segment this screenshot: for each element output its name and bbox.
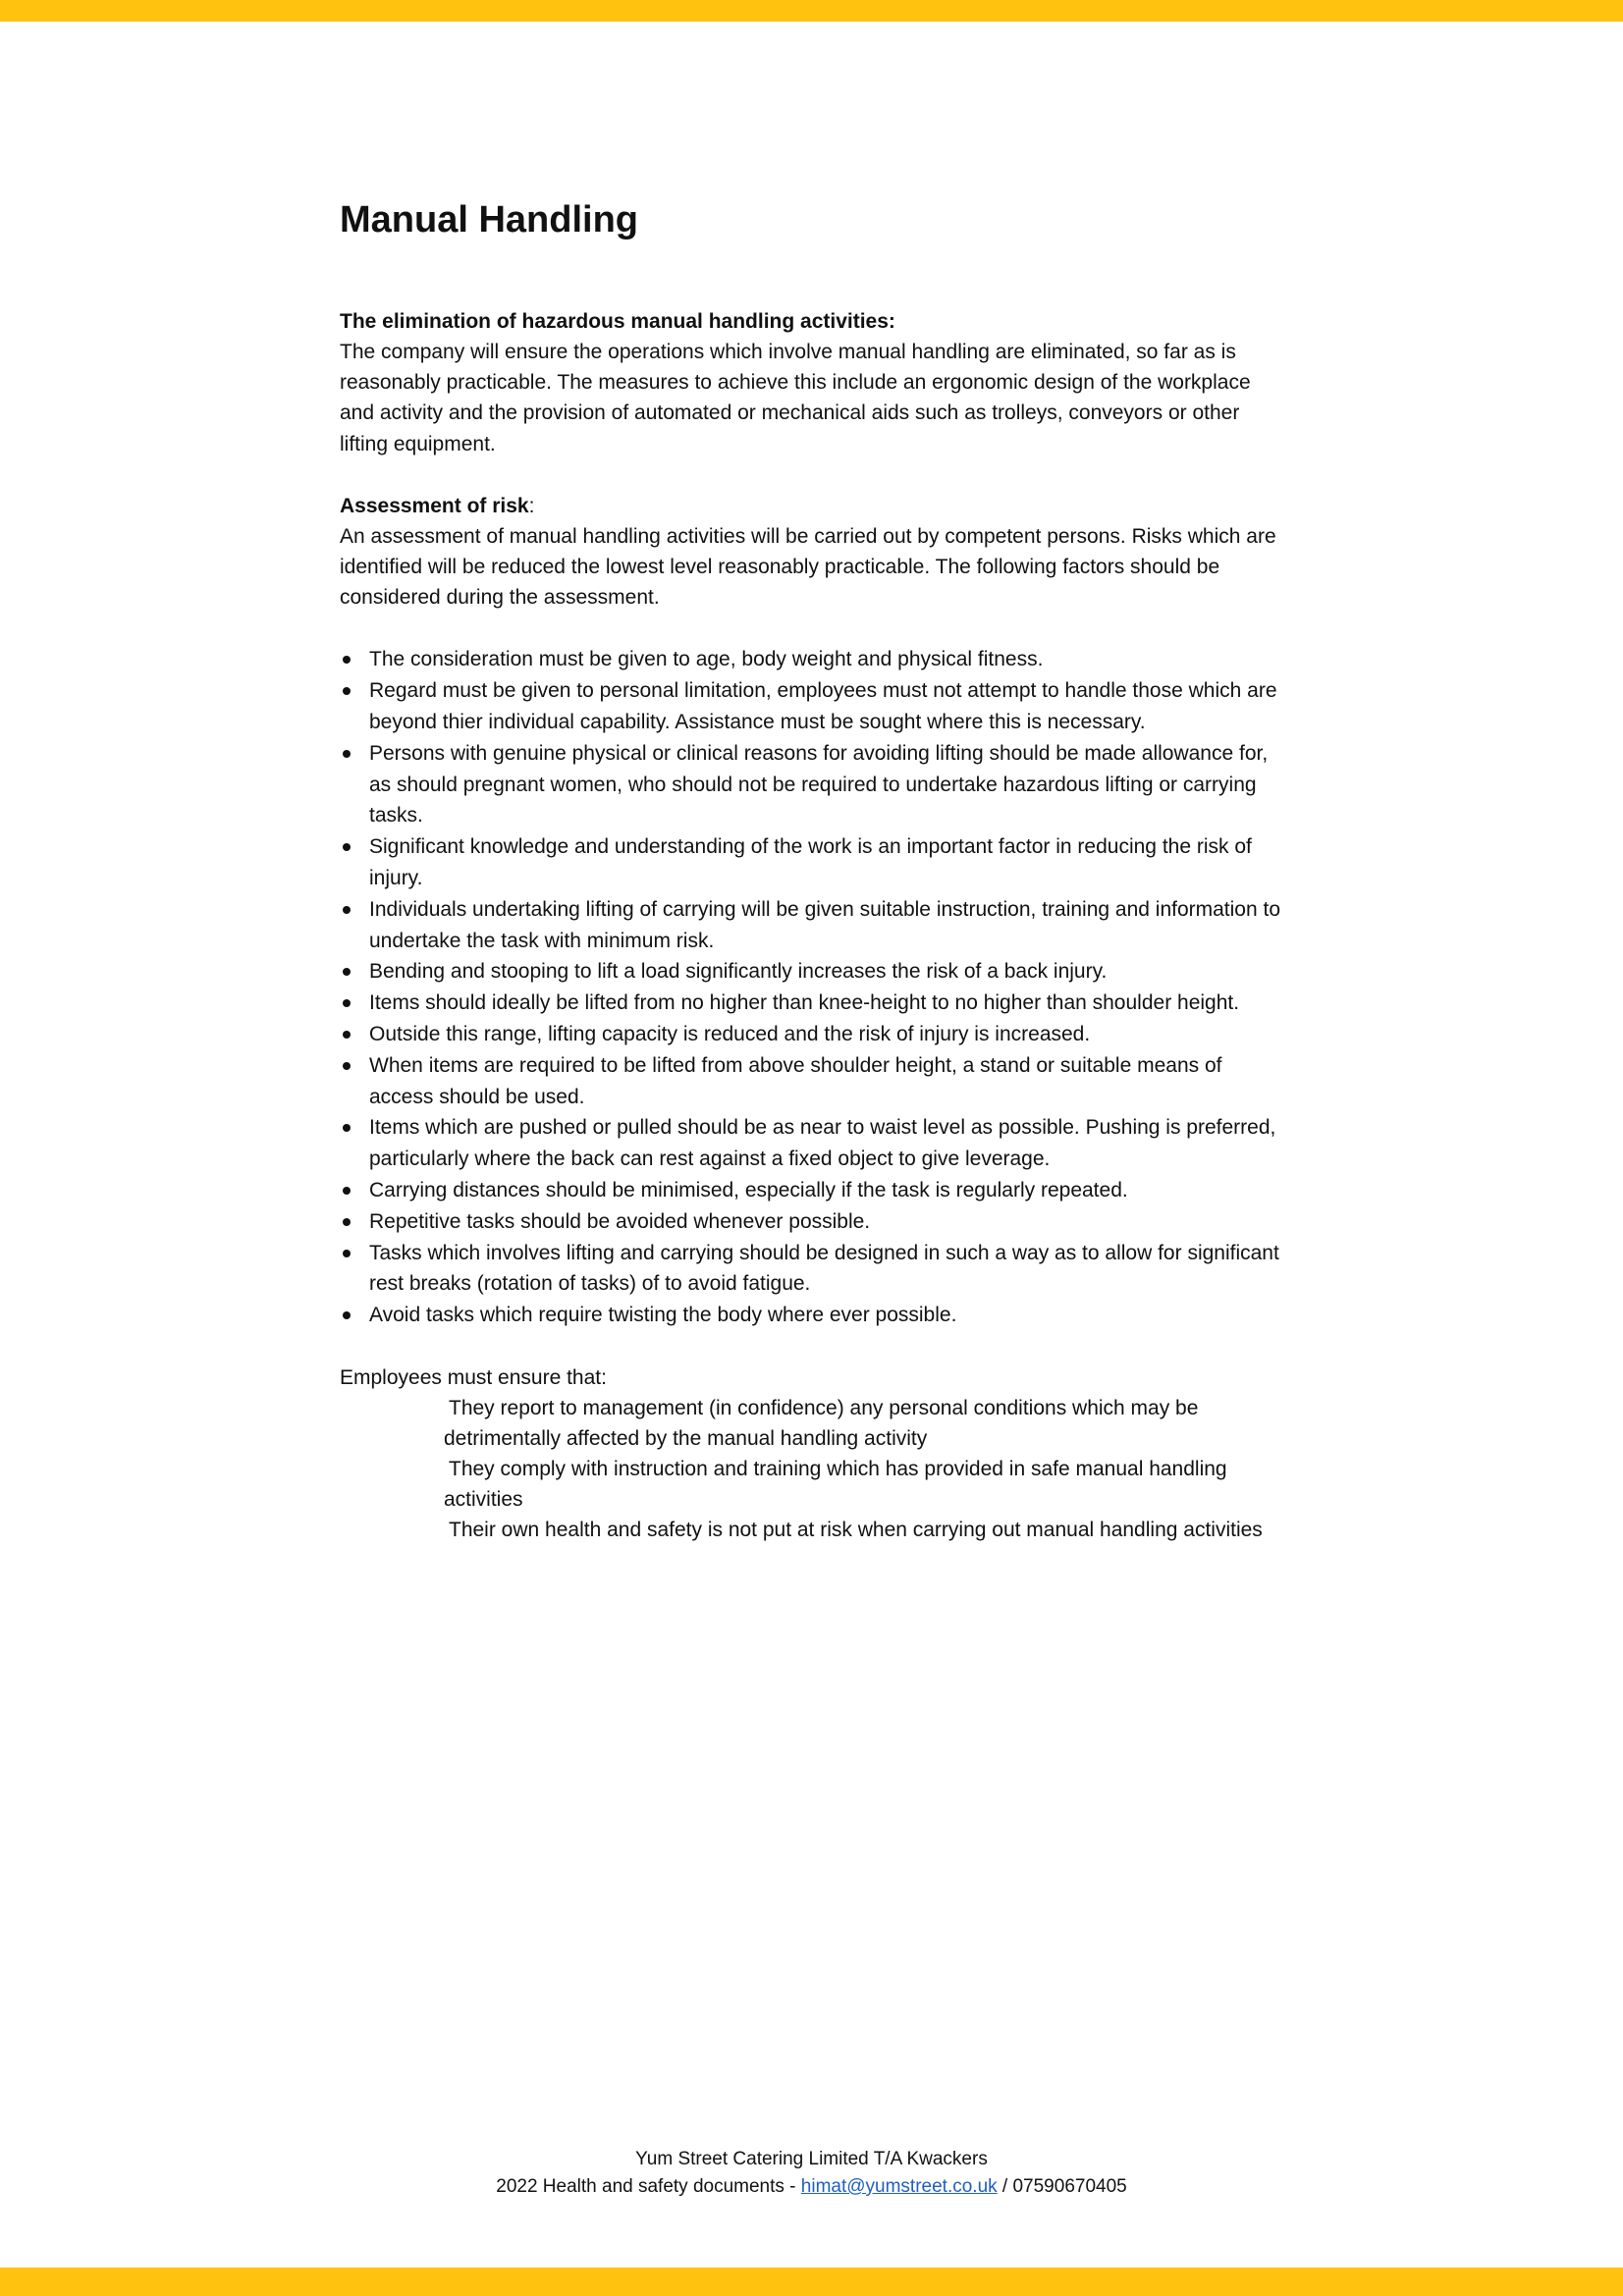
document-body bbox=[340, 192, 1290, 1545]
top-accent-bar bbox=[0, 0, 1623, 22]
list-item bbox=[340, 675, 1290, 738]
employees-section bbox=[340, 1362, 1290, 1545]
list-item bbox=[340, 831, 1290, 894]
list-item-text: Items which are pushed or pulled should be as near to waist level as possible. Pushing is preferred, particularly where the back can rest against a fixed object to give leverage. bbox=[369, 1116, 1276, 1171]
footer-company: Yum Street Catering Limited T/A Kwackers bbox=[635, 2149, 988, 2169]
page-title: Manual Handling bbox=[340, 199, 638, 240]
list-item bbox=[340, 1175, 1290, 1206]
list-item bbox=[340, 1050, 1290, 1113]
list-item bbox=[340, 1300, 1290, 1331]
list-item bbox=[340, 1238, 1290, 1301]
bullet-icon bbox=[343, 1062, 351, 1070]
assessment-paragraph: An assessment of manual handling activities will be carried out by competent persons. Risks which are identified will be reduced the lowest level reasonably practicable. The following factors should be considered during the assessment. bbox=[340, 524, 1276, 610]
bullet-icon bbox=[343, 906, 351, 914]
list-item bbox=[340, 1206, 1290, 1238]
list-item-text: When items are required to be lifted from above shoulder height, a stand or suitable means of access should be used. bbox=[369, 1053, 1222, 1108]
list-item bbox=[340, 1019, 1290, 1050]
bullet-icon bbox=[343, 656, 351, 664]
list-item bbox=[340, 738, 1290, 831]
footer-phone-separator: / bbox=[997, 2176, 1013, 2197]
list-item bbox=[340, 988, 1290, 1019]
list-item-text: Outside this range, lifting capacity is reduced and the risk of injury is increased. bbox=[369, 1022, 1091, 1045]
risk-factors-list bbox=[340, 644, 1290, 1331]
bullet-icon bbox=[343, 750, 351, 758]
list-item bbox=[340, 956, 1290, 988]
assessment-heading bbox=[340, 491, 1290, 521]
bullet-icon bbox=[343, 843, 351, 851]
duty-item: They comply with instruction and training which has provided in safe manual handling activities bbox=[444, 1457, 1227, 1511]
assessment-section bbox=[340, 491, 1290, 614]
page-footer bbox=[0, 2146, 1623, 2201]
list-item-text: Regard must be given to personal limitation, employees must not attempt to handle those which are beyond thier individual capability. Assistance must be sought where this is necessary. bbox=[369, 679, 1277, 734]
duty-item: Their own health and safety is not put at risk when carrying out manual handling activities bbox=[449, 1518, 1263, 1541]
list-item-text: The consideration must be given to age, body weight and physical fitness. bbox=[369, 648, 1044, 671]
list-item-text: Items should ideally be lifted from no higher than knee-height to no higher than shoulder height. bbox=[369, 991, 1240, 1015]
duty-item: They report to management (in confidence) any personal conditions which may be detrimentally affected by the manual handling activity bbox=[444, 1396, 1199, 1450]
footer-docs-prefix: 2022 Health and safety documents - bbox=[496, 2176, 801, 2197]
footer-email-link[interactable]: himat@yumstreet.co.uk bbox=[800, 2176, 998, 2197]
bullet-icon bbox=[343, 999, 351, 1007]
footer-contact-line bbox=[0, 2173, 1623, 2201]
list-item-text: Tasks which involves lifting and carrying should be designed in such a way as to allow for significant rest breaks (rotation of tasks) of to avoid fatigue. bbox=[369, 1241, 1279, 1296]
elimination-heading: The elimination of hazardous manual handling activities: bbox=[340, 310, 895, 333]
bottom-accent-bar bbox=[0, 2268, 1623, 2296]
bullet-icon bbox=[343, 1218, 351, 1226]
list-item-text: Significant knowledge and understanding of the work is an important factor in reducing the risk of injury. bbox=[369, 835, 1252, 889]
list-item bbox=[340, 644, 1290, 675]
assessment-heading-colon: : bbox=[528, 494, 535, 517]
list-item-text: Repetitive tasks should be avoided whenever possible. bbox=[369, 1209, 871, 1233]
list-item-text: Individuals undertaking lifting of carrying will be given suitable instruction, training and information to undertake the task with minimum risk. bbox=[369, 897, 1281, 952]
bullet-icon bbox=[343, 1187, 351, 1195]
bullet-icon bbox=[343, 1031, 351, 1039]
employees-intro: Employees must ensure that: bbox=[340, 1365, 607, 1389]
elimination-paragraph: The company will ensure the operations which involve manual handling are eliminated, so far as is reasonably practicable. The measures to achieve this include an ergonomic design of the workplace and activity and the provision of automated or mechanical aids such as trolleys, conveyors or other lifting equipment. bbox=[340, 341, 1251, 455]
employee-duties-list bbox=[340, 1393, 1290, 1545]
list-item-text: Avoid tasks which require twisting the body where ever possible. bbox=[369, 1304, 957, 1327]
bullet-icon bbox=[343, 1124, 351, 1132]
assessment-heading-text: Assessment of risk bbox=[340, 494, 529, 517]
list-item-text: Carrying distances should be minimised, especially if the task is regularly repeated. bbox=[369, 1178, 1128, 1201]
list-item-text: Bending and stooping to lift a load significantly increases the risk of a back injury. bbox=[369, 960, 1108, 984]
list-item bbox=[340, 1112, 1290, 1175]
elimination-section bbox=[340, 306, 1290, 459]
list-item bbox=[340, 894, 1290, 957]
list-item-text: Persons with genuine physical or clinical reasons for avoiding lifting should be made allowance for, as should pregnant women, who should not be required to undertake hazardous lifting or carrying tasks. bbox=[369, 741, 1269, 828]
bullet-icon bbox=[343, 1311, 351, 1319]
bullet-icon bbox=[343, 968, 351, 976]
bullet-icon bbox=[343, 687, 351, 695]
bullet-icon bbox=[343, 1250, 351, 1257]
footer-phone: 07590670405 bbox=[1012, 2176, 1127, 2197]
